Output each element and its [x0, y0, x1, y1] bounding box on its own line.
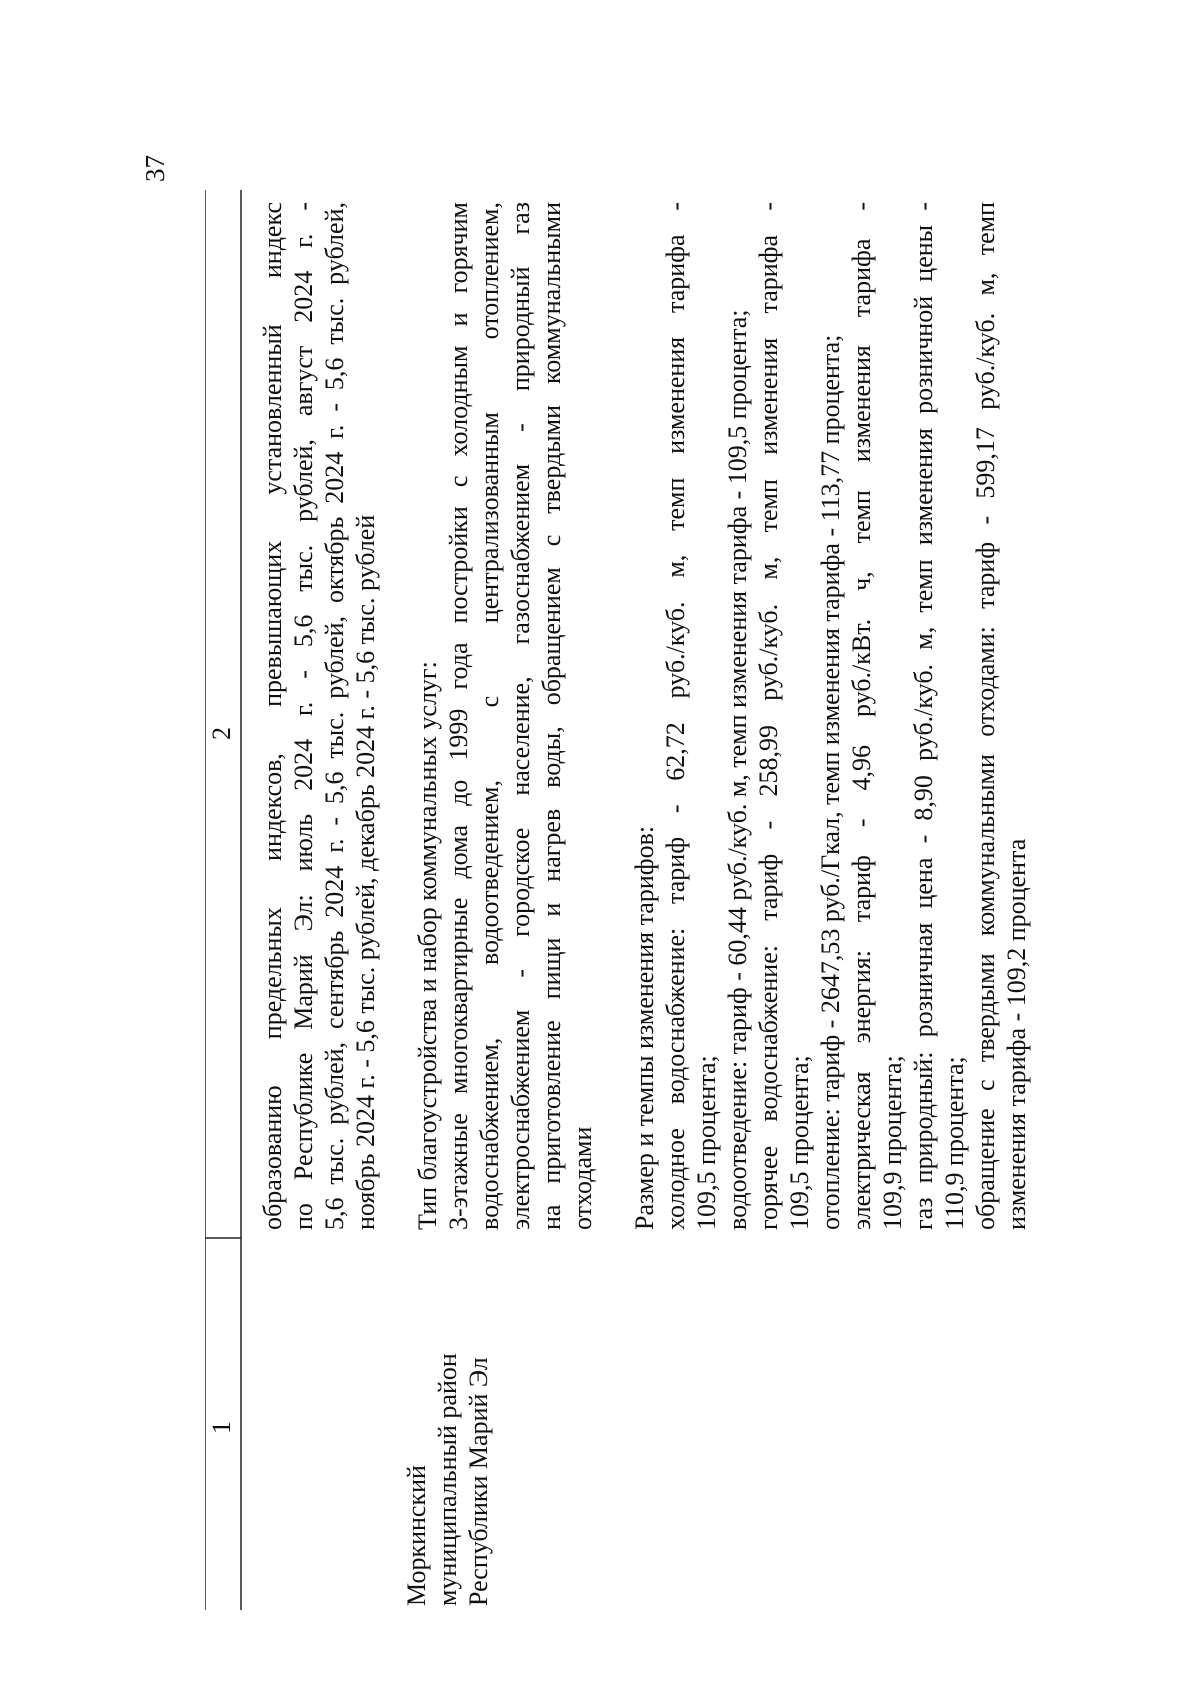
rotated-table [205, 190, 1105, 1610]
text-line: 5,6 тыс. рублей, сентябрь 2024 г. - 5,6 тыс. рублей, октябрь 2024 г. - 5,6 тыс. рублей, [320, 202, 349, 1230]
text-line: отходами [568, 1126, 597, 1230]
text-line: ноябрь 2024 г. - 5,6 тыс. рублей, декабрь 2024 г. - 5,6 тыс. рублей [351, 514, 380, 1230]
municipality-line: Моркинский [402, 1465, 431, 1606]
municipality-line: муниципальный район [433, 1353, 462, 1606]
text-line: водоснабжением, водоотведением, с централизованным отоплением, [475, 202, 504, 1230]
text-line: образованию предельных индексов, превышающих установленный индекс [258, 202, 287, 1230]
tariff-line: изменения тарифа - 109,2 процента [1002, 838, 1031, 1230]
text-line: 3-этажные многоквартирные дома до 1999 года постройки с холодным и горячим [444, 202, 473, 1230]
tariff-line: 109,5 процента; [785, 1055, 814, 1230]
tariff-line: 109,5 процента; [692, 1055, 721, 1230]
tariff-line: горячее водоснабжение: тариф - 258,99 руб./куб. м, темп изменения тарифа - [754, 202, 783, 1230]
tariff-line: 110,9 процента; [940, 1056, 969, 1230]
tariff-line: электрическая энергия: тариф - 4,96 руб./кВт. ч, темп изменения тарифа - [847, 202, 876, 1230]
municipality-line: Республики Марий Эл [464, 1357, 493, 1606]
header-col1: 1 [207, 1421, 236, 1434]
tariff-line: 109,9 процента; [878, 1055, 907, 1230]
text-line: на приготовление пищи и нагрев воды, обращением с твердыми коммунальными [537, 202, 566, 1230]
text-line: электроснабжением - городское население, газоснабжением - природный газ [506, 202, 535, 1230]
tariffs-heading: Размер и темпы изменения тарифов: [630, 825, 659, 1230]
header-col2: 2 [207, 727, 236, 740]
tariff-line: холодное водоснабжение: тариф - 62,72 руб./куб. м, темп изменения тарифа - [661, 202, 690, 1230]
tariff-line: водоотведение: тариф - 60,44 руб./куб. м, темп изменения тарифа - 109,5 процента; [723, 309, 752, 1230]
amenities-heading: Тип благоустройства и набор коммунальных услуг: [413, 661, 442, 1230]
content-column [257, 202, 1032, 1230]
tariff-line: обращение с твердыми коммунальными отходами: тариф - 599,17 руб./куб. м, темп [971, 202, 1000, 1230]
page-number: 37 [140, 155, 170, 182]
tariff-line: отопление: тариф - 2647,53 руб./Гкал, темп изменения тарифа - 113,77 процента; [816, 334, 845, 1230]
municipality-cell [401, 1246, 494, 1606]
text-line: по Республике Марий Эл: июль 2024 г. - 5,6 тыс. рублей, август 2024 г. - [289, 202, 318, 1230]
tariff-line: газ природный: розничная цена - 8,90 руб./куб. м, темп изменения розничной цены - [909, 202, 938, 1230]
